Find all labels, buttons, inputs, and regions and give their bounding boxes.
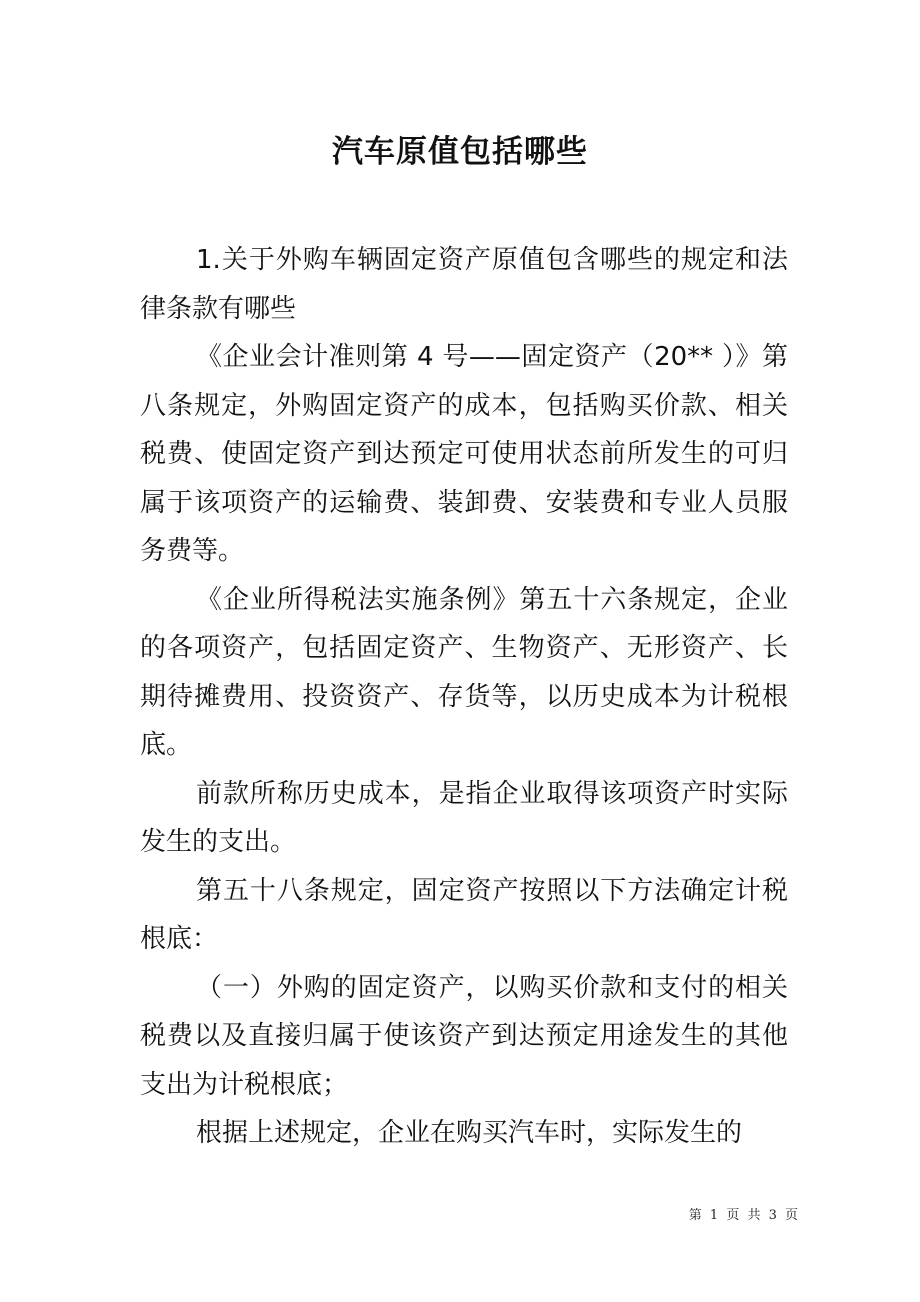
paragraph-1: 1.关于外购车辆固定资产原值包含哪些的规定和法律条款有哪些 (140, 245, 788, 324)
paragraph-6: （一）外购的固定资产，以购买价款和支付的相关税费以及直接归属于使该资产到达预定用途发生的其他支出为计税根底； (140, 972, 788, 1100)
paragraph-5: 第五十八条规定，固定资产按照以下方法确定计税根底： (140, 875, 788, 954)
document-body (140, 236, 788, 1158)
paragraph-3: 《企业所得税法实施条例》第五十六条规定，企业的各项资产，包括固定资产、生物资产、无形资产、长期待摊费用、投资资产、存货等，以历史成本为计税根底。 (140, 584, 788, 760)
page-number-footer: 第 1 页 共 3 页 (688, 1208, 800, 1223)
paragraph-7: 根据上述规定，企业在购买汽车时，实际发生的 (196, 1118, 743, 1148)
paragraph-2: 《企业会计准则第 4 号——固定资产（20** ）》第八条规定，外购固定资产的成本，包括购买价款、相关税费、使固定资产到达预定可使用状态前所发生的可归属于该项资产的运输费、装卸费、安装费和专业人员服务费等。 (140, 342, 788, 566)
document-title: 汽车原值包括哪些 (332, 134, 588, 170)
paragraph-4: 前款所称历史成本，是指企业取得该项资产时实际发生的支出。 (140, 778, 788, 857)
